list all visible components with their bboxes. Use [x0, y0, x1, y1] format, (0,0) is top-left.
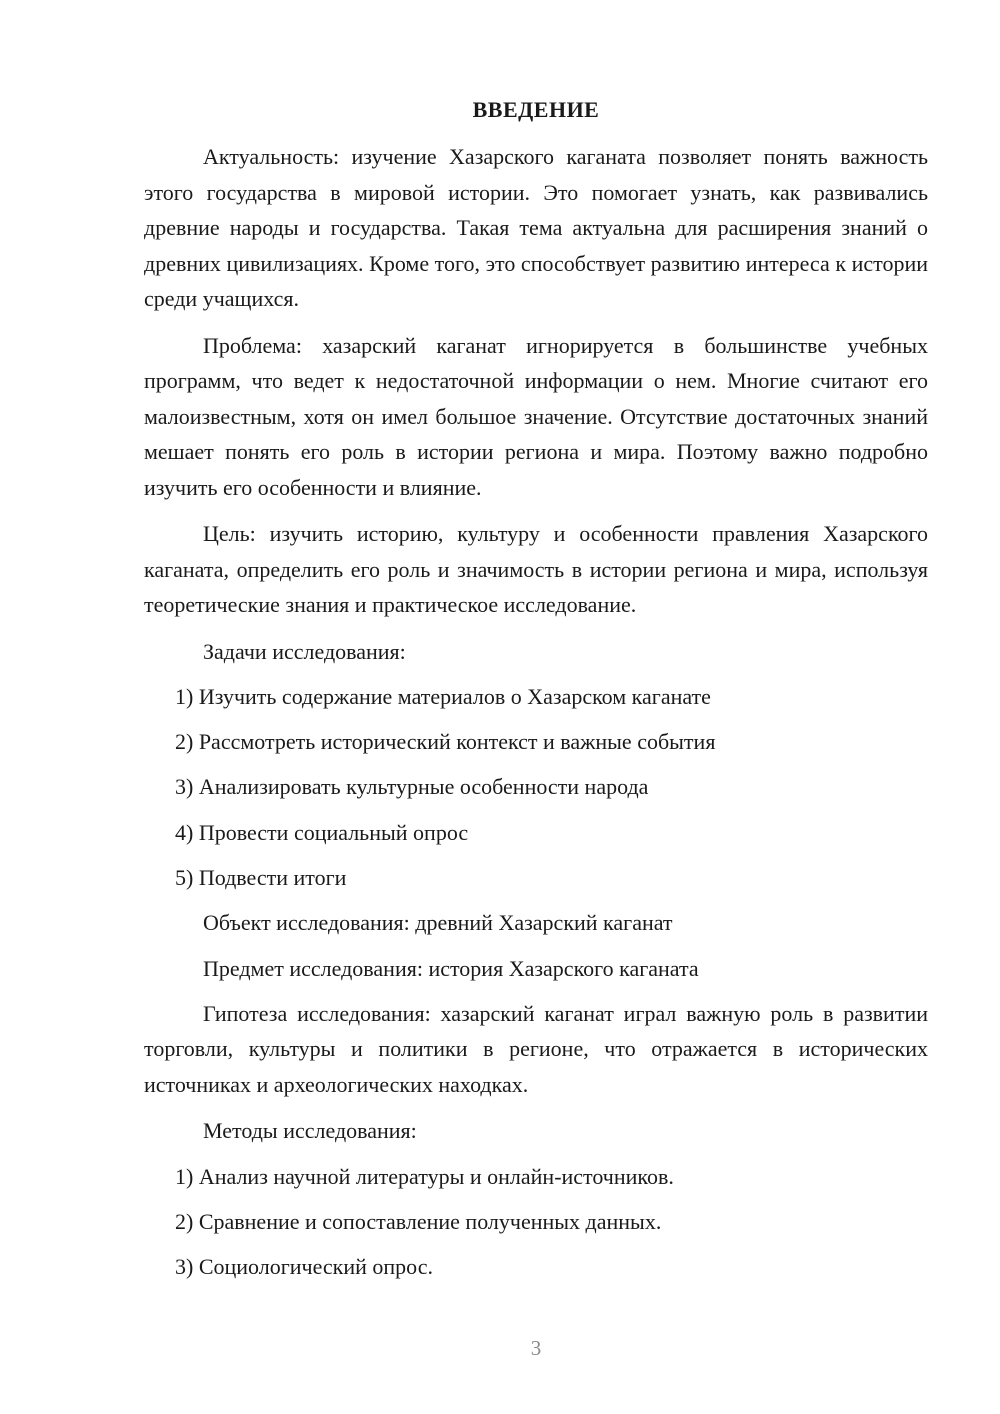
- method-item: 2) Сравнение и сопоставление полученных данных.: [175, 1208, 662, 1234]
- method-item: 1) Анализ научной литературы и онлайн-источников.: [175, 1163, 674, 1189]
- problem-paragraph: Проблема: хазарский каганат игнорируется в большинстве учебных программ, что ведет к недостаточной информации о нем. Многие считают его малоизвестным, хотя он имел большое значение. Отсутствие достаточных знаний мешает понять его роль в истории региона и мира. Поэтому важно подробно изучить его особенности и влияние.: [144, 332, 928, 500]
- section-title: ВВЕДЕНИЕ: [472, 97, 600, 122]
- task-item: 5) Подвести итоги: [175, 864, 347, 890]
- research-subject: Предмет исследования: история Хазарского каганата: [203, 955, 699, 981]
- goal-paragraph: Цель: изучить историю, культуру и особенности правления Хазарского каганата, определить его роль и значимость в истории региона и мира, используя теоретические знания и практическое исследование.: [144, 521, 928, 617]
- document-page: [144, 95, 928, 1295]
- relevance-paragraph: Актуальность: изучение Хазарского каганата позволяет понять важность этого государства в мировой истории. Это помогает узнать, как развивались древние народы и государства. Такая тема актуальна для расширения знаний о древних цивилизациях. Кроме того, это способствует развитию интереса к истории среди учащихся.: [144, 144, 928, 311]
- page-number: 3: [530, 1336, 542, 1360]
- task-item: 2) Рассмотреть исторический контекст и важные события: [175, 729, 716, 755]
- hypothesis-paragraph: Гипотеза исследования: хазарский каганат играл важную роль в развитии торговли, культуры и политики в регионе, что отражается в исторических источниках и археологических находках.: [144, 1000, 928, 1097]
- task-item: 4) Провести социальный опрос: [175, 819, 469, 845]
- method-item: 3) Социологический опрос.: [175, 1254, 433, 1280]
- tasks-heading: Задачи исследования:: [203, 638, 406, 664]
- research-object: Объект исследования: древний Хазарский каганат: [203, 910, 673, 936]
- methods-heading: Методы исследования:: [203, 1118, 417, 1144]
- task-item: 1) Изучить содержание материалов о Хазарском каганате: [175, 683, 711, 709]
- task-item: 3) Анализировать культурные особенности народа: [175, 774, 649, 800]
